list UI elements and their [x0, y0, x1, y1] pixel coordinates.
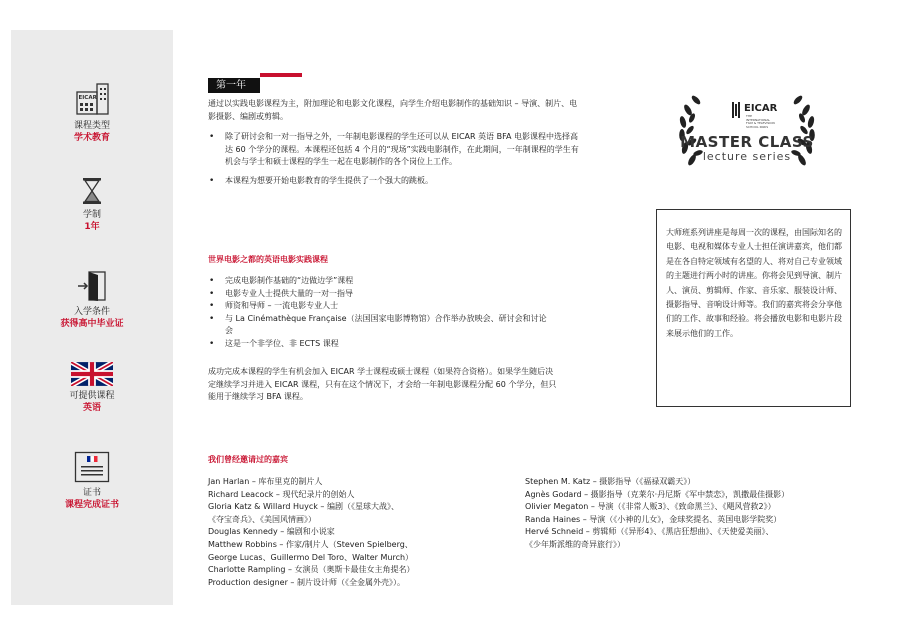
title-accent-bar — [260, 73, 302, 77]
eicar-brand-subtitle: THE INTERNATIONAL FILM & TELEVISION SCHOOL PARIS — [746, 114, 775, 129]
list-item: • 师资和导师 – 一流电影专业人士 — [208, 300, 548, 313]
sidebar-item-certificate — [11, 451, 173, 511]
masterclass-subtitle: lecture series — [702, 150, 792, 163]
list-item: • 完成电影制作基础的“边做边学”课程 — [208, 275, 548, 288]
sidebar — [11, 30, 173, 605]
door-icon — [76, 270, 108, 302]
intro-paragraph: 通过以实践电影课程为主，附加理论和电影文化课程，向学生介绍电影制作的基础知识 – 导演、制片、电影摄影、编剧或剪辑。 — [208, 99, 578, 121]
guests-column-2 — [525, 476, 789, 552]
list-item: • 与 La Cinémathèque Française（法国国家电影博物馆）合作举办放映会、研讨会和讨论会 — [208, 313, 548, 338]
language-label: 可提供课程 — [69, 391, 115, 401]
duration-value: 1年 — [84, 222, 100, 232]
sidebar-item-course-type — [11, 82, 173, 144]
section-heading-english-courses: 世界电影之都的英语电影实践课程 — [208, 255, 328, 264]
certificate-value: 课程完成证书 — [64, 500, 119, 510]
sidebar-item-admission — [11, 270, 173, 330]
building-icon — [74, 82, 110, 116]
list-item: • 这是一个非学位、非 ECTS 课程 — [208, 338, 548, 351]
guest-line: 《少年斯派维的奇异旅行》） — [525, 539, 625, 549]
guest-line: Olivier Megaton – 导演（《非常人贩3》、《致命黑兰》、《飓风营救2》） — [525, 502, 776, 512]
language-value: 英语 — [82, 403, 101, 413]
admission-label: 入学条件 — [73, 307, 110, 317]
guest-line: George Lucas、Guillermo Del Toro、Walter Murch） — [208, 552, 414, 562]
masterclass-description: 大师班系列讲座是每周一次的课程，由国际知名的电影、电视和媒体专业人士担任演讲嘉宾，他们都是在各自特定领域有名望的人、将对自己专业领域的主题进行两小时的讲座。你将会见到导演、制片人、演员、剪辑师、作家、音乐家、服装设计师、摄影指导、音响设计师等。我们的嘉宾将会分享他们的工作、故事和经验。将会播放电影和电影片段来展示他们的工作。 — [666, 228, 842, 338]
bullet-list-1 — [208, 131, 583, 187]
guest-line: Randa Haines – 导演（《小神的儿女》，金球奖提名、英国电影学院奖） — [525, 514, 782, 524]
guest-line: Jan Harlan – 库布里克的制片人 — [208, 477, 323, 486]
eicar-brand: EICAR — [744, 103, 778, 114]
certificate-label: 证书 — [82, 488, 101, 498]
course-type-value: 学术教育 — [73, 133, 110, 143]
guests-column-1 — [208, 476, 415, 589]
guest-line: Matthew Robbins – 作家/制片人（Steven Spielberg、 — [208, 539, 413, 549]
admission-value: 获得高中毕业证 — [60, 319, 124, 329]
sidebar-item-language — [11, 362, 173, 414]
guest-line: 《夺宝奇兵》、《美国风情画》） — [208, 514, 316, 524]
list-item: • 本课程为想要开始电影教育的学生提供了一个强大的跳板。 — [208, 175, 583, 188]
guest-line: Agnès Godard – 摄影指导（克莱尔·丹尼斯《军中禁恋》，凯撒最佳摄影） — [525, 489, 790, 499]
duration-label: 学制 — [82, 210, 101, 220]
section-heading-guests: 我们曾经邀请过的嘉宾 — [208, 455, 288, 464]
guest-line: Gloria Katz & Willard Huyck – 编剧（《星球大战》、 — [208, 502, 399, 512]
sidebar-item-duration — [11, 177, 173, 233]
guest-line: Production designer – 制片设计师（《全金属外壳》）。 — [208, 577, 405, 587]
certificate-icon — [74, 451, 110, 483]
list-item: • 电影专业人士提供大量的一对一指导 — [208, 288, 548, 301]
building-icon-text: EICAR — [78, 95, 97, 101]
masterclass-logo — [672, 90, 822, 180]
guest-line: Douglas Kennedy – 编剧和小说家 — [208, 527, 335, 537]
guest-line: Hervé Schneid – 剪辑师（《异形4》、《黑店狂想曲》、《天使爱美丽》、 — [525, 527, 774, 537]
masterclass-info-box — [656, 209, 851, 407]
guest-line: Stephen M. Katz – 摄影指导（《福禄双霸天》） — [525, 477, 696, 486]
bullet-list-2 — [208, 275, 548, 350]
guest-line: Charlotte Rampling – 女演员（奥斯卡最佳女主角提名） — [208, 565, 415, 575]
course-type-label: 课程类型 — [73, 121, 110, 131]
credits-paragraph: 成功完成本课程的学生有机会加入 EICAR 学士课程或硕士课程（如果符合资格）。如果学生随后决定继续学习并进入 EICAR 课程，只有在这个情况下，才会给一年制电影课程分配 60 个学分，但只能用于继续学习 BFA 课程。 — [208, 367, 557, 401]
page-title: 第一年 — [216, 80, 246, 91]
list-item: • 除了研讨会和一对一指导之外，一年制电影课程的学生还可以从 EICAR 英语 BFA 电影课程中选择高达 60 个学分的课程。本课程还包括 4 个月的“现场”实践电影制作，在此期间，一年制课程的学生有机会与学士和硕士课程的学生一起在电影制作的各个岗位上工作。 — [208, 131, 583, 169]
masterclass-title: MASTER CLASS — [680, 133, 814, 151]
hourglass-icon — [81, 177, 103, 205]
guest-line: Richard Leacock – 现代纪录片的创始人 — [208, 489, 355, 499]
uk-flag-icon — [71, 362, 113, 386]
